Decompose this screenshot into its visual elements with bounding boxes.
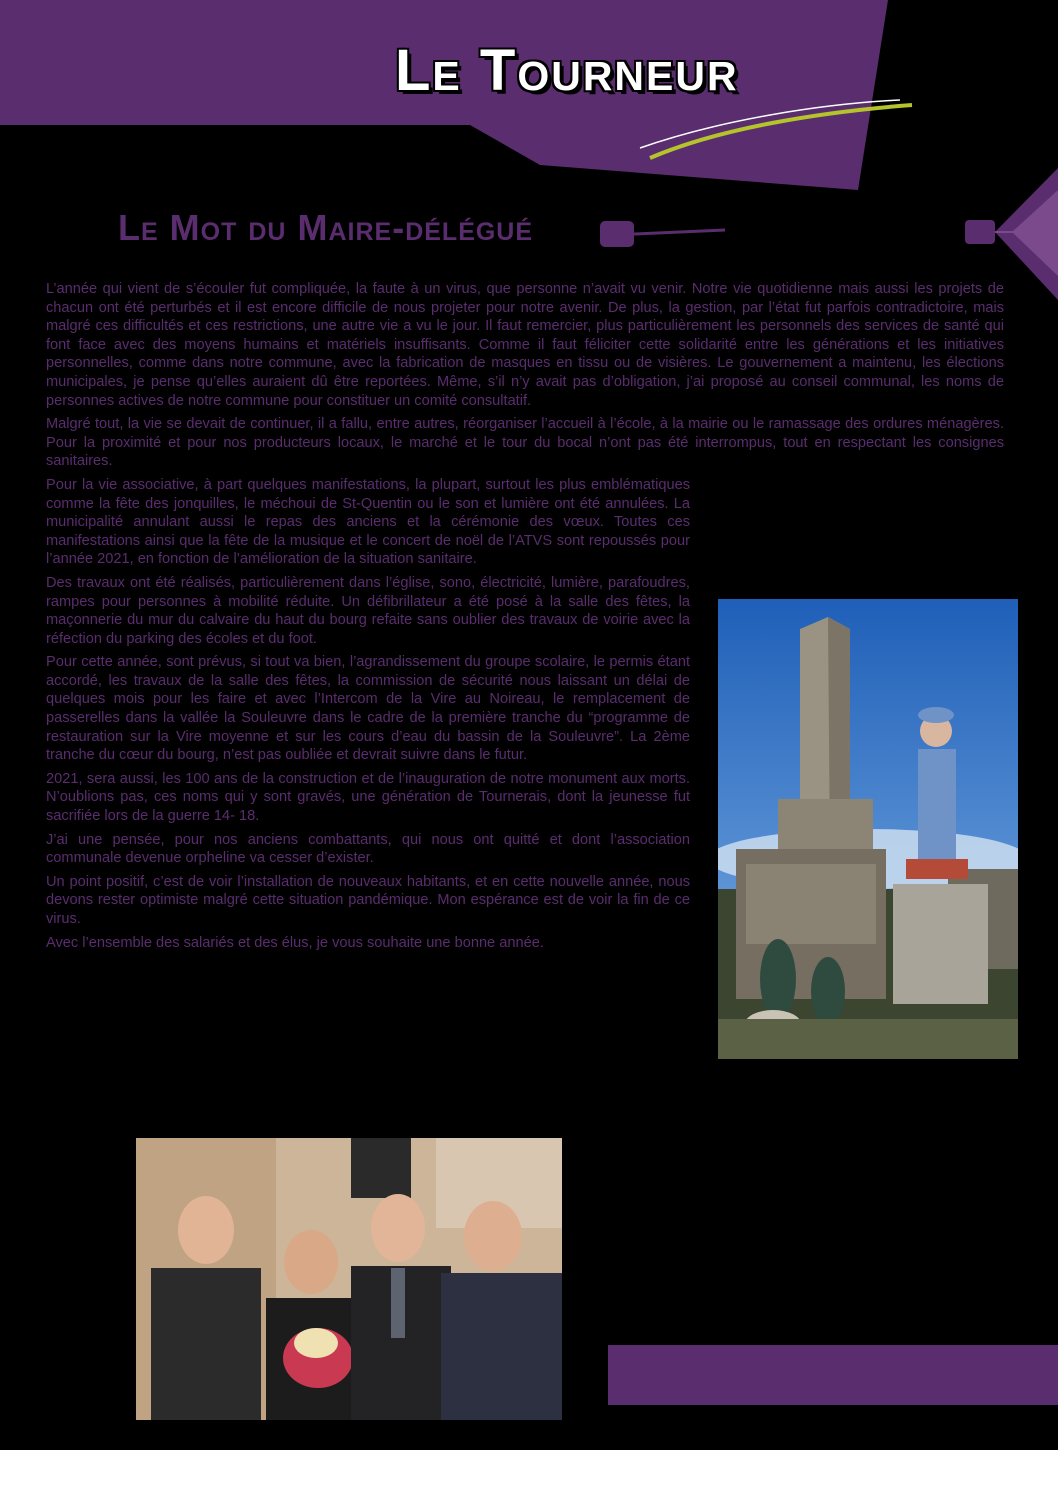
paragraph: Des travaux ont été réalisés, particulièrement dans l’église, sono, électricité, lumière, parafoudres, rampes pour personnes à mobilité réduite. Un défibrillateur a été posé à la salle des fêtes, la maçonnerie du mur du calvaire du haut du bourg refaite sans oublier des travaux de voirie avec la réfection du parking des écoles et du foot. [46, 574, 690, 647]
paragraph: Un point positif, c’est de voir l’installation de nouveaux habitants, et en cette nouvelle année, nous devons rester optimiste malgré cette situation pandémique. Mon espérance est de voir la fin de ce virus. [46, 873, 690, 927]
footer-purple-box [608, 1345, 1058, 1405]
paragraph: Avec l’ensemble des salariés et des élus, je vous souhaite une bonne année. [46, 934, 544, 951]
section-title: Le Mot du Maire-délégué [118, 207, 534, 248]
paragraph: 2021, sera aussi, les 100 ans de la construction et de l’inauguration de notre monument aux morts. N’oublions pas, ces noms qui y sont gravés, une génération de Tournerais, dont la jeunesse fut sacrifiée lors de la guerre 14- 18. [46, 770, 690, 825]
title-line [634, 230, 725, 234]
paragraph: J’ai une pensée, pour nos anciens combattants, qui nous ont quitté et dont l’association communale devenue orpheline va cesser d’exister. [46, 831, 690, 867]
group-photo [136, 1138, 562, 1420]
paragraph: Malgré tout, la vie se devait de continuer, il a fallu, entre autres, réorganiser l’accueil à l’école, à la mairie ou le ramassage des ordures ménagères. Pour la proximité et pour nos producteurs locaux, le marché et le tour du bocal n’ont pas été interrompus, tout en respectant les consignes sanitaires. [46, 416, 1004, 470]
right-bullet [965, 220, 995, 244]
war-memorial-photo [718, 599, 1018, 1059]
banner-title: Le Tourneur [395, 38, 739, 103]
paragraph: L’année qui vient de s’écouler fut compliquée, la faute à un virus, que personne n’avait vu venir. Notre vie quotidienne mais aussi les projets de chacun ont été perturbés et il est encore difficile de nous projeter pour notre avenir. De plus, la gestion, par l’état fut parfois contradictoire, mais malgré ces difficultés et ces restrictions, une autre vie a vu le jour. Il faut remercier, plus particulièrement les personnels des services de santé qui font face avec des moyens humains et matériels insuffisants. Comme il faut féliciter cette solidarité entre les générations et les initiatives personnelles, comme dans notre commune, avec la fabrication de masques en tissu ou de visières. Le gouvernement a maintenu, les élections municipales, je pense qu’elles auraient dû être reportées. Même, s’il n’y avait pas d’obligation, j’ai proposé au conseil communal, les noms de personnes actives de notre commune pour constituer un comité consultatif. [46, 281, 1004, 409]
title-bullet [600, 221, 634, 247]
paragraph: Pour la vie associative, à part quelques manifestations, la plupart, surtout les plus emblématiques comme la fête des jonquilles, le méchoui de St-Quentin ou le son et lumière ont été annulées. La municipalité annulant aussi le repas des anciens et la cérémonie des vœux. Toutes ces manifestations ainsi que la fête de la musique et le concert de noël de l’ATVS sont repoussés pour l’année 2021, en fonction de l’amélioration de la situation sanitaire. [46, 476, 690, 568]
paragraph: Pour cette année, sont prévus, si tout va bien, l’agrandissement du groupe scolaire, le permis étant accordé, les travaux de la salle des fêtes, la commission de sécurité nous laissant un délai de quelques mois pour les faire et avec l’Intercom de la Vire au Noireau, le remplacement de passerelles dans la vallée la Souleuvre dans le cadre de la première tranche du “programme de restauration sur la Vire moyenne et sur les cours d’eau du bassin de la Souleuvre”. La 2ème tranche du cœur du bourg, n’est pas oubliée et devrait suivre dans le futur. [46, 654, 690, 764]
